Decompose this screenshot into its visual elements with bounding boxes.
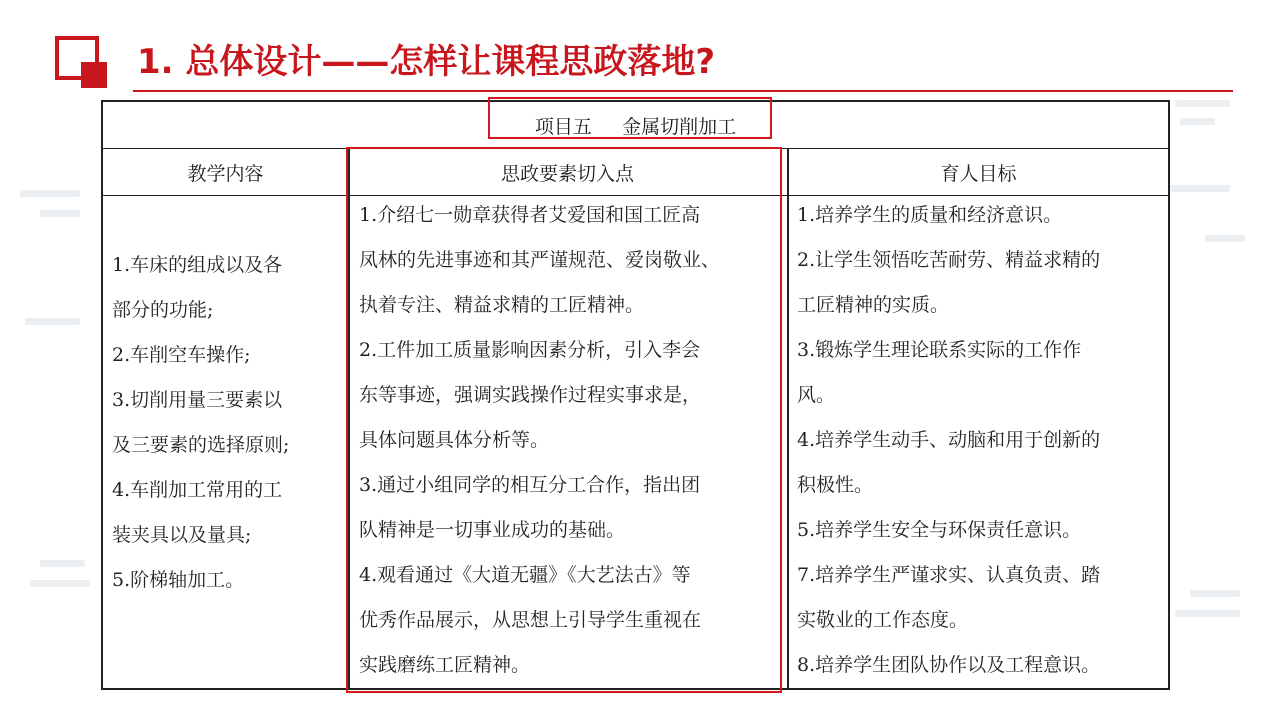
list-item: 7.培养学生严谨求实、认真负责、踏 <box>797 564 1101 586</box>
background-decoration <box>1175 610 1240 617</box>
page-title: 1. 总体设计——怎样让课程思政落地? <box>137 42 716 82</box>
background-decoration <box>1190 590 1240 597</box>
project-title-highlight-box <box>488 97 772 139</box>
column-header-teaching-content: 教学内容 <box>187 163 264 185</box>
list-item: 1.车床的组成以及各 <box>112 254 283 276</box>
list-item: 风。 <box>797 384 836 406</box>
list-item: 积极性。 <box>797 474 874 496</box>
list-item: 实敬业的工作态度。 <box>797 609 969 631</box>
column-header-ideology-points: 思政要素切入点 <box>500 163 634 185</box>
background-decoration <box>1170 185 1230 192</box>
section-logo-icon <box>55 36 107 88</box>
background-decoration <box>1205 235 1245 242</box>
list-item: 4.车削加工常用的工 <box>112 479 283 501</box>
list-item: 8.培养学生团队协作以及工程意识。 <box>797 654 1101 676</box>
list-item: 东等事迹，强调实践操作过程实事求是， <box>359 384 702 406</box>
list-item: 5.培养学生安全与环保责任意识。 <box>797 519 1082 541</box>
list-item: 1.培养学生的质量和经济意识。 <box>797 204 1063 226</box>
list-item: 4.培养学生动手、动脑和用于创新的 <box>797 429 1101 451</box>
list-item: 执着专注、精益求精的工匠精神。 <box>359 294 645 316</box>
list-item: 2.车削空车操作; <box>112 344 251 366</box>
list-item: 3.切削用量三要素以 <box>112 389 283 411</box>
list-item: 具体问题具体分析等。 <box>359 429 550 451</box>
list-item: 2.让学生领悟吃苦耐劳、精益求精的 <box>797 249 1101 271</box>
list-item: 部分的功能; <box>112 299 214 321</box>
list-item: 1.介绍七一勋章获得者艾爱国和国工匠高 <box>359 204 701 226</box>
list-item: 装夹具以及量具; <box>112 524 252 546</box>
background-decoration <box>40 560 85 567</box>
background-decoration <box>1180 118 1215 125</box>
education-goals-cell <box>797 193 1167 688</box>
list-item: 工匠精神的实质。 <box>797 294 950 316</box>
list-item: 实践磨练工匠精神。 <box>359 654 531 676</box>
title-underline <box>133 90 1233 92</box>
list-item: 2.工件加工质量影响因素分析，引入李会 <box>359 339 701 361</box>
list-item: 5.阶梯轴加工。 <box>112 569 245 591</box>
teaching-content-cell <box>112 198 344 688</box>
list-item: 队精神是一切事业成功的基础。 <box>359 519 626 541</box>
list-item: 3.通过小组同学的相互分工合作，指出团 <box>359 474 701 496</box>
list-item: 优秀作品展示，从思想上引导学生重视在 <box>359 609 702 631</box>
background-decoration <box>1175 100 1230 107</box>
column-header-education-goals: 育人目标 <box>940 163 1017 185</box>
list-item: 4.观看通过《大道无疆》《大艺法古》等 <box>359 564 691 586</box>
project-title: 项目五 金属切削加工 <box>534 116 737 138</box>
background-decoration <box>20 190 80 197</box>
background-decoration <box>40 210 80 217</box>
list-item: 凤林的先进事迹和其严谨规范、爱岗敬业、 <box>359 249 721 271</box>
list-item: 3.锻炼学生理论联系实际的工作作 <box>797 339 1082 361</box>
background-decoration <box>30 580 90 587</box>
list-item: 及三要素的选择原则; <box>112 434 290 456</box>
background-decoration <box>25 318 80 325</box>
column-divider <box>787 149 789 688</box>
ideology-column-highlight-box <box>346 147 782 693</box>
